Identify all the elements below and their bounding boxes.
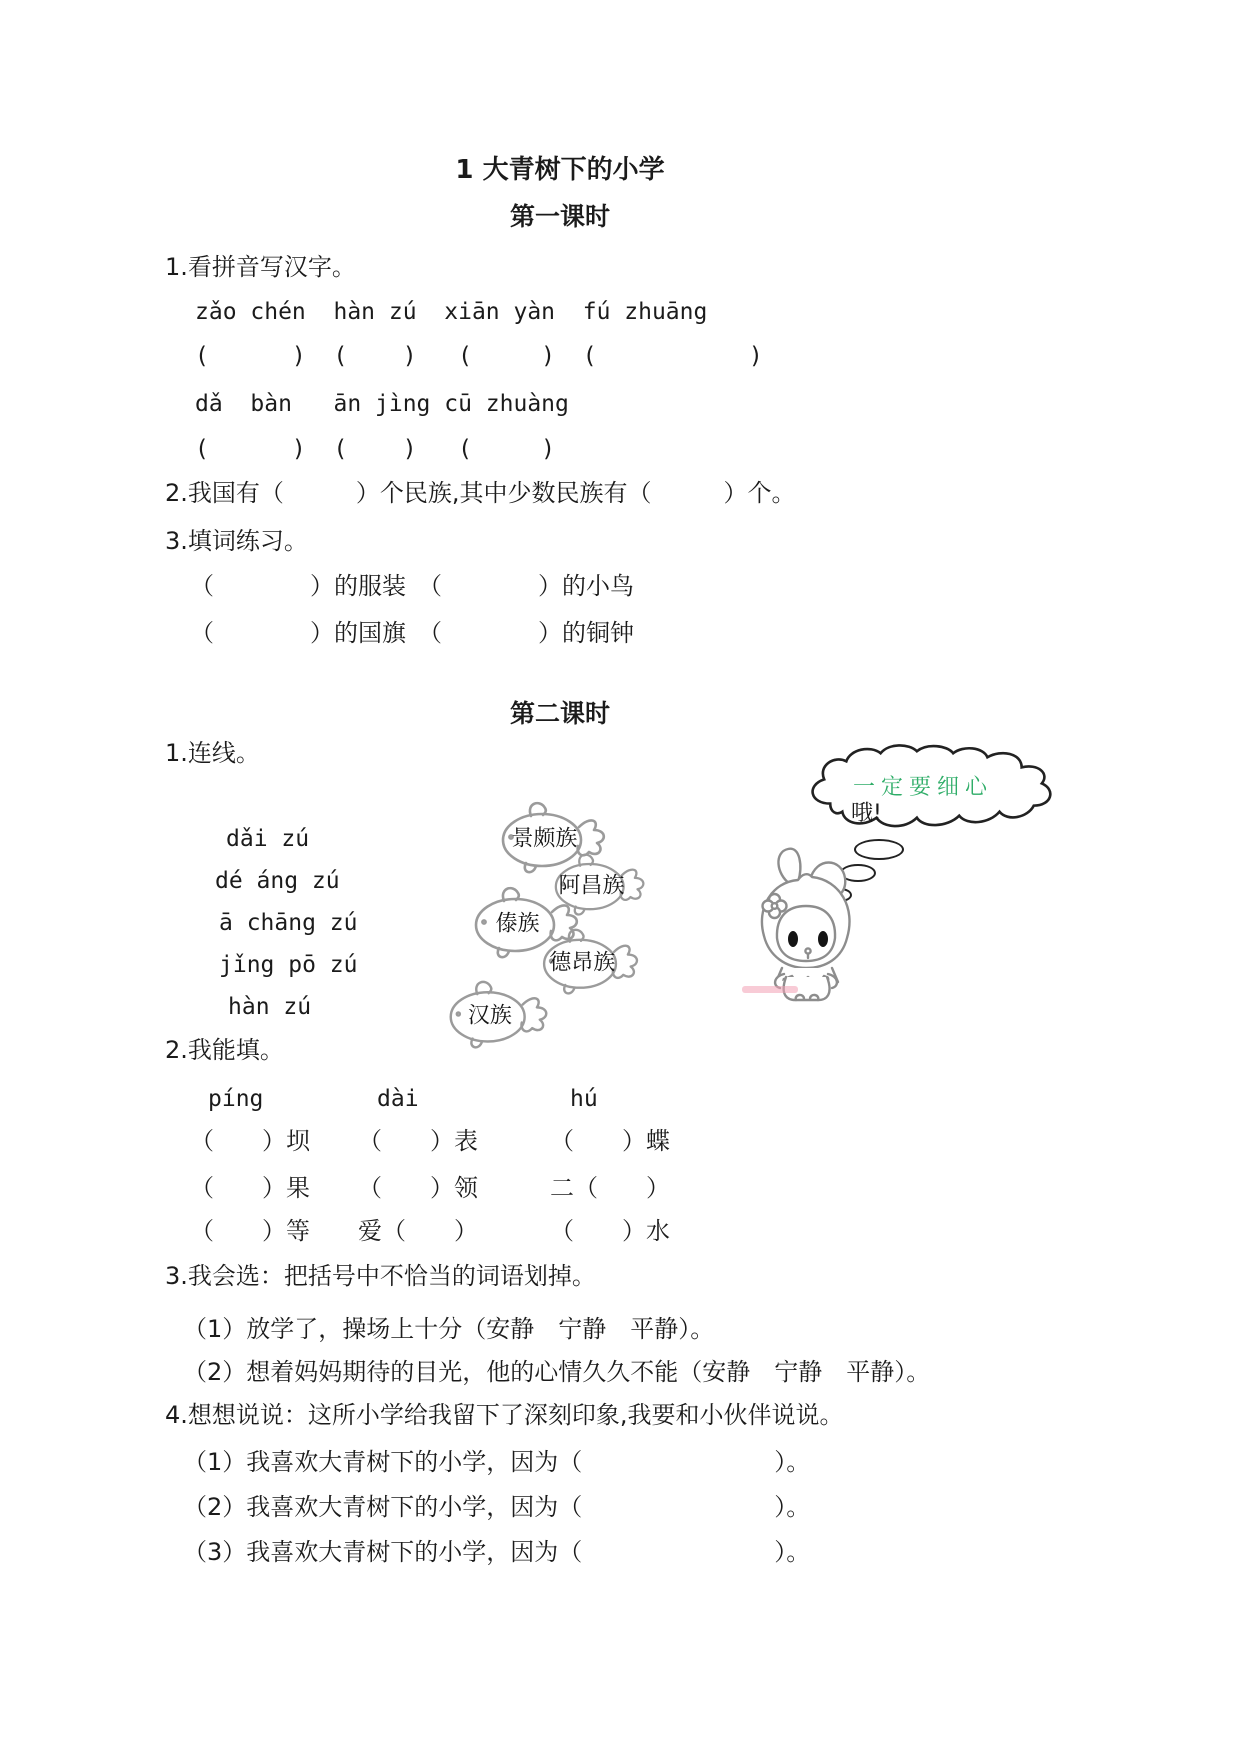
l1-q1-label: 1.看拼音写汉字。 xyxy=(165,253,356,281)
l1-q3-label: 3.填词练习。 xyxy=(165,527,308,555)
l2-q2-cell: 爱（ ） xyxy=(358,1217,478,1245)
l2-q3-item-2: （2）想着妈妈期待的目光，他的心情久久不能（安静 宁静 平静）。 xyxy=(183,1358,931,1386)
mascot-rabbit-character xyxy=(746,844,866,1002)
bubble-text-green: 一定要细心 xyxy=(853,775,994,800)
fish-label: 景颇族 xyxy=(511,826,578,852)
l2-q2-header-hu: hú xyxy=(570,1086,598,1112)
pinyin-list-item-jingpo: jǐng pō zú xyxy=(219,952,358,978)
l2-q2-label: 2.我能填。 xyxy=(165,1036,284,1064)
l1-q3-line2: （ ）的国旗 （ ）的铜钟 xyxy=(190,619,634,647)
lesson1-heading: 第一课时 xyxy=(509,202,610,231)
l2-q2-cell: （ ）蝶 xyxy=(550,1127,670,1155)
l2-q2-cell: （ ）果 xyxy=(190,1174,310,1202)
l2-q2-cell: （ ）坝 xyxy=(190,1127,310,1155)
l2-q3-item-1: （1）放学了，操场上十分（安静 宁静 平静）。 xyxy=(183,1315,715,1343)
fish-label: 傣族 xyxy=(495,911,540,937)
bubble-text-black: 哦! xyxy=(851,801,882,826)
fish-label: 阿昌族 xyxy=(558,873,625,899)
l1-q1-pinyin-row1: zǎo chén hàn zú xiān yàn fú zhuāng xyxy=(195,299,708,325)
watermark xyxy=(742,986,798,993)
l2-q2-cell: （ ）等 xyxy=(190,1217,310,1245)
fish-han xyxy=(444,978,556,1050)
l2-q2-cell: （ ）表 xyxy=(358,1127,478,1155)
l2-q4-item-2: （2）我喜欢大青树下的小学，因为（ ）。 xyxy=(183,1493,811,1521)
lesson2-heading: 第二课时 xyxy=(509,699,610,728)
pinyin-list-item-achang: ā chāng zú xyxy=(219,910,358,936)
pinyin-list-item-han: hàn zú xyxy=(228,994,312,1020)
l1-q1-blanks-row2: ( ) ( ) ( ) xyxy=(195,436,556,462)
l2-q2-cell: （ ）水 xyxy=(550,1217,670,1245)
l1-q1-pinyin-row2: dǎ bàn ān jìng cū zhuàng xyxy=(195,391,569,417)
l1-q1-blanks-row1: ( ) ( ) ( ) ( ) xyxy=(195,343,763,369)
l2-q2-header-dai: dài xyxy=(377,1086,419,1112)
l1-q3-line1: （ ）的服装 （ ）的小鸟 xyxy=(190,572,634,600)
l2-q3-label: 3.我会选：把括号中不恰当的词语划掉。 xyxy=(165,1262,596,1290)
l2-q2-cell: 二（ ） xyxy=(550,1174,670,1202)
worksheet-title: 1 大青树下的小学 xyxy=(455,155,665,185)
pinyin-list-item-dai: dǎi zú xyxy=(226,826,310,852)
l2-q4-item-3: （3）我喜欢大青树下的小学，因为（ ）。 xyxy=(183,1538,811,1566)
l2-q4-item-1: （1）我喜欢大青树下的小学，因为（ ）。 xyxy=(183,1448,811,1476)
l2-q2-cell: （ ）领 xyxy=(358,1174,478,1202)
l2-q4-label: 4.想想说说：这所小学给我留下了深刻印象,我要和小伙伴说说。 xyxy=(165,1401,844,1429)
fish-label: 汉族 xyxy=(467,1003,512,1029)
fish-label: 德昂族 xyxy=(549,950,616,976)
l2-q1-label: 1.连线。 xyxy=(165,739,260,767)
l1-q2-label: 2.我国有（ ）个民族,其中少数民族有（ ）个。 xyxy=(165,479,796,507)
pinyin-list-item-deang: dé áng zú xyxy=(215,868,340,894)
l2-q2-header-ping: píng xyxy=(208,1086,264,1112)
